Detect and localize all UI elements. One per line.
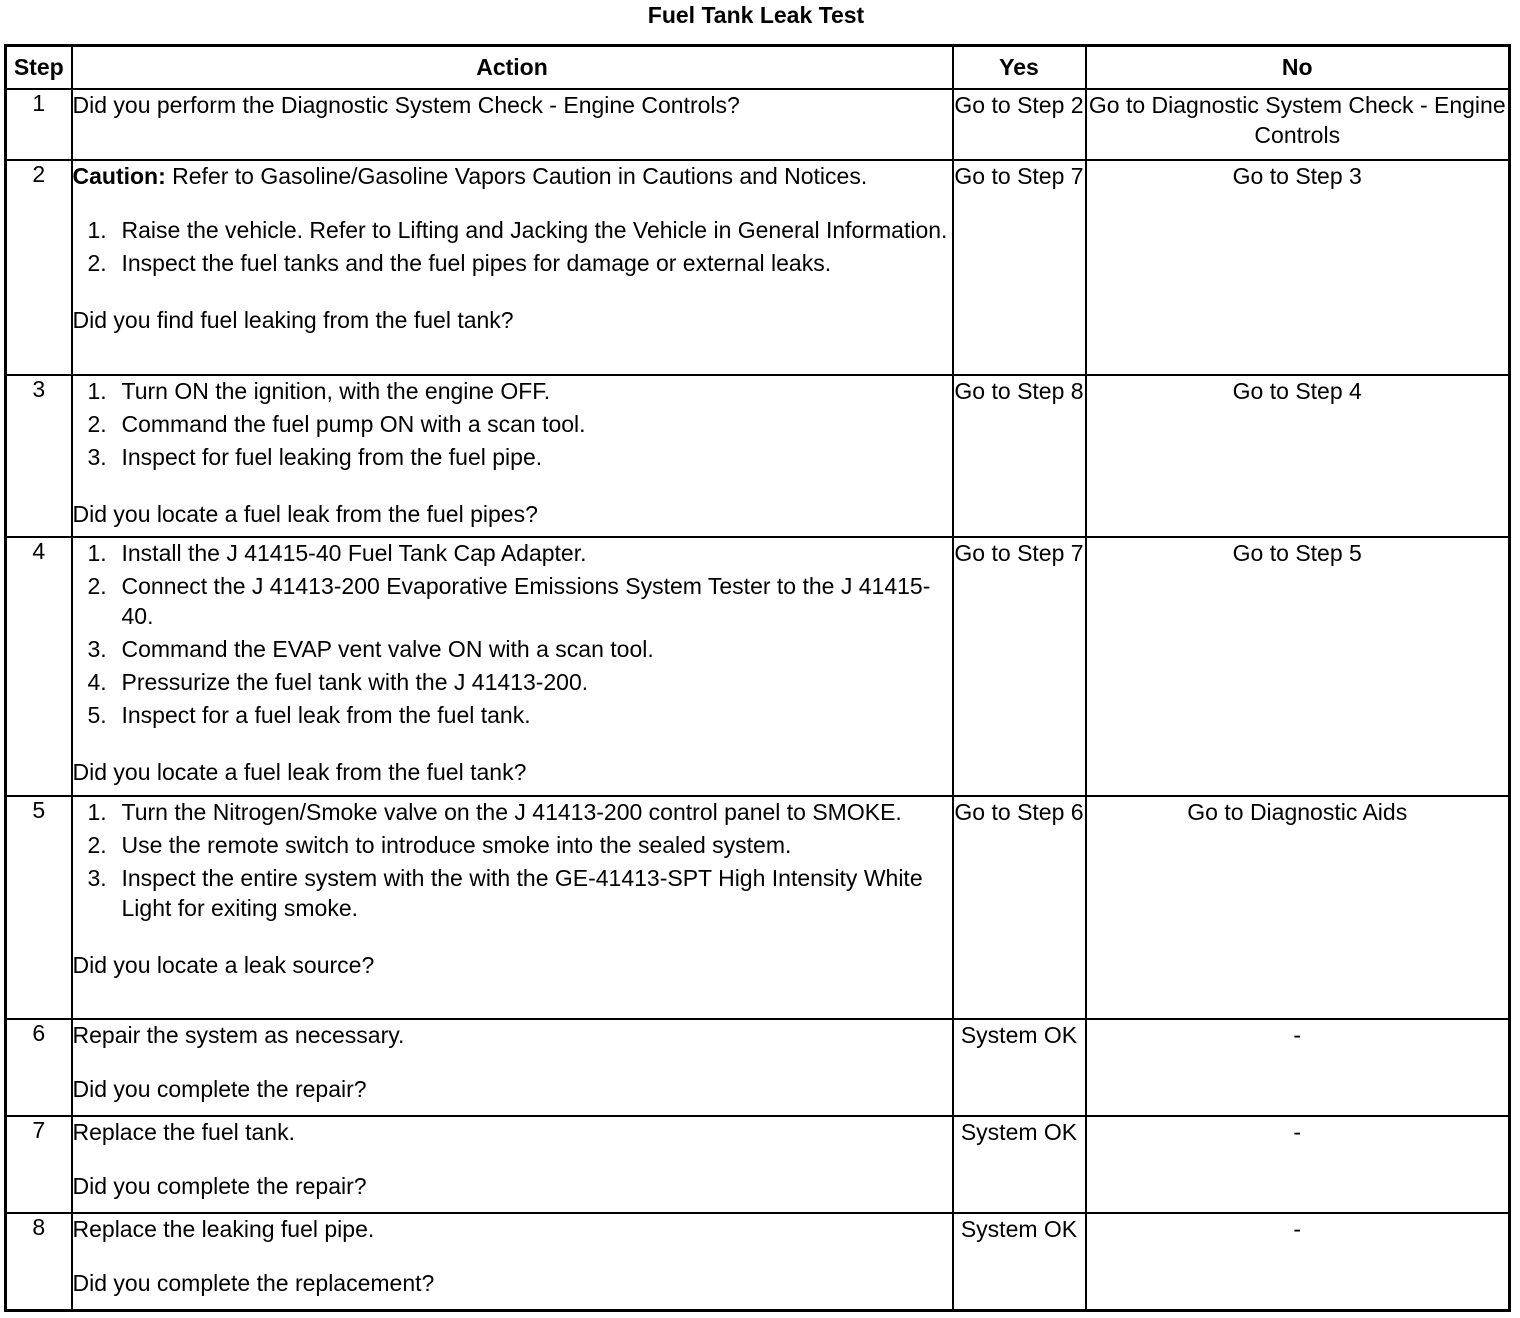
no-cell: - <box>1086 1019 1510 1116</box>
action-text: Replace the leaking fuel pipe. <box>72 1216 375 1242</box>
action-text: Repair the system as necessary. <box>72 1022 405 1048</box>
table-header-row <box>6 46 1510 90</box>
list-item: 4. Pressurize the fuel tank with the J 41413-200. <box>87 669 589 695</box>
step-number: 2 <box>6 160 72 375</box>
no-cell: Go to Diagnostic System Check - Engine Controls <box>1086 89 1510 160</box>
list-item: 1. Raise the vehicle. Refer to Lifting and Jacking the Vehicle in General Information. <box>87 217 948 243</box>
list-item: 2. Command the fuel pump ON with a scan tool. <box>87 411 586 437</box>
header-action: Action <box>72 46 953 90</box>
action-cell <box>72 796 953 1019</box>
list-item: 1. Turn ON the ignition, with the engine OFF. <box>87 378 551 404</box>
table-row <box>6 796 1510 1019</box>
yes-cell: System OK <box>953 1019 1086 1116</box>
yes-cell: Go to Step 7 <box>953 160 1086 375</box>
list-item: 2. Use the remote switch to introduce smoke into the sealed system. <box>87 832 792 858</box>
instruction-list <box>73 797 952 923</box>
question-text: Did you locate a leak source? <box>72 952 375 978</box>
table-row <box>6 375 1510 537</box>
step-number: 7 <box>6 1116 72 1213</box>
step-number: 8 <box>6 1213 72 1310</box>
action-cell <box>72 1019 953 1116</box>
step-number: 6 <box>6 1019 72 1116</box>
no-cell: - <box>1086 1213 1510 1310</box>
action-cell <box>72 1213 953 1310</box>
no-cell: Go to Step 4 <box>1086 375 1510 537</box>
instruction-list <box>73 215 952 278</box>
action-cell <box>72 375 953 537</box>
list-item: 2. Inspect the fuel tanks and the fuel pipes for damage or external leaks. <box>87 250 832 276</box>
diagnostic-table <box>4 44 1511 1312</box>
page-title: Fuel Tank Leak Test <box>647 2 865 28</box>
instruction-list <box>73 376 952 472</box>
yes-cell: Go to Step 6 <box>953 796 1086 1019</box>
step-number: 3 <box>6 375 72 537</box>
no-cell: Go to Diagnostic Aids <box>1086 796 1510 1019</box>
list-item: 1. Install the J 41415-40 Fuel Tank Cap Adapter. <box>87 540 587 566</box>
list-item: 1. Turn the Nitrogen/Smoke valve on the J 41413-200 control panel to SMOKE. <box>87 799 902 825</box>
action-cell <box>72 537 953 796</box>
list-item: 3. Inspect the entire system with the with the GE-41413-SPT High Intensity White Light for exiting smoke. <box>87 865 923 921</box>
question-text: Did you locate a fuel leak from the fuel tank? <box>72 759 527 785</box>
yes-cell: Go to Step 7 <box>953 537 1086 796</box>
step-number: 5 <box>6 796 72 1019</box>
action-cell <box>72 1116 953 1213</box>
question-text: Did you complete the repair? <box>72 1076 367 1102</box>
action-cell <box>72 89 953 160</box>
question-text: Did you complete the repair? <box>72 1173 367 1199</box>
header-step: Step <box>6 46 72 90</box>
list-item: 3. Command the EVAP vent valve ON with a scan tool. <box>87 636 654 662</box>
caution-label: Caution: <box>72 163 166 189</box>
yes-cell: Go to Step 8 <box>953 375 1086 537</box>
question-text: Did you locate a fuel leak from the fuel pipes? <box>72 501 538 527</box>
yes-cell: System OK <box>953 1116 1086 1213</box>
table-row <box>6 537 1510 796</box>
action-text: Replace the fuel tank. <box>72 1119 295 1145</box>
instruction-list <box>73 538 952 730</box>
table-row <box>6 1213 1510 1310</box>
question-text: Did you perform the Diagnostic System Check - Engine Controls? <box>72 92 740 118</box>
list-item: 3. Inspect for fuel leaking from the fuel pipe. <box>87 444 543 470</box>
table-row <box>6 1116 1510 1213</box>
question-text: Did you complete the replacement? <box>72 1270 435 1296</box>
question-text: Did you find fuel leaking from the fuel tank? <box>72 307 514 333</box>
list-item: 5. Inspect for a fuel leak from the fuel tank. <box>87 702 531 728</box>
header-yes: Yes <box>953 46 1086 90</box>
list-item: 2. Connect the J 41413-200 Evaporative Emissions System Tester to the J 41415-40. <box>87 573 931 629</box>
action-cell <box>72 160 953 375</box>
yes-cell: System OK <box>953 1213 1086 1310</box>
table-row <box>6 160 1510 375</box>
no-cell: - <box>1086 1116 1510 1213</box>
table-row <box>6 1019 1510 1116</box>
no-cell: Go to Step 3 <box>1086 160 1510 375</box>
table-row <box>6 89 1510 160</box>
no-cell: Go to Step 5 <box>1086 537 1510 796</box>
header-no: No <box>1086 46 1510 90</box>
caution-note <box>73 161 952 191</box>
step-number: 1 <box>6 89 72 160</box>
step-number: 4 <box>6 537 72 796</box>
yes-cell: Go to Step 2 <box>953 89 1086 160</box>
caution-text: Refer to Gasoline/Gasoline Vapors Caution in Cautions and Notices. <box>165 163 868 189</box>
